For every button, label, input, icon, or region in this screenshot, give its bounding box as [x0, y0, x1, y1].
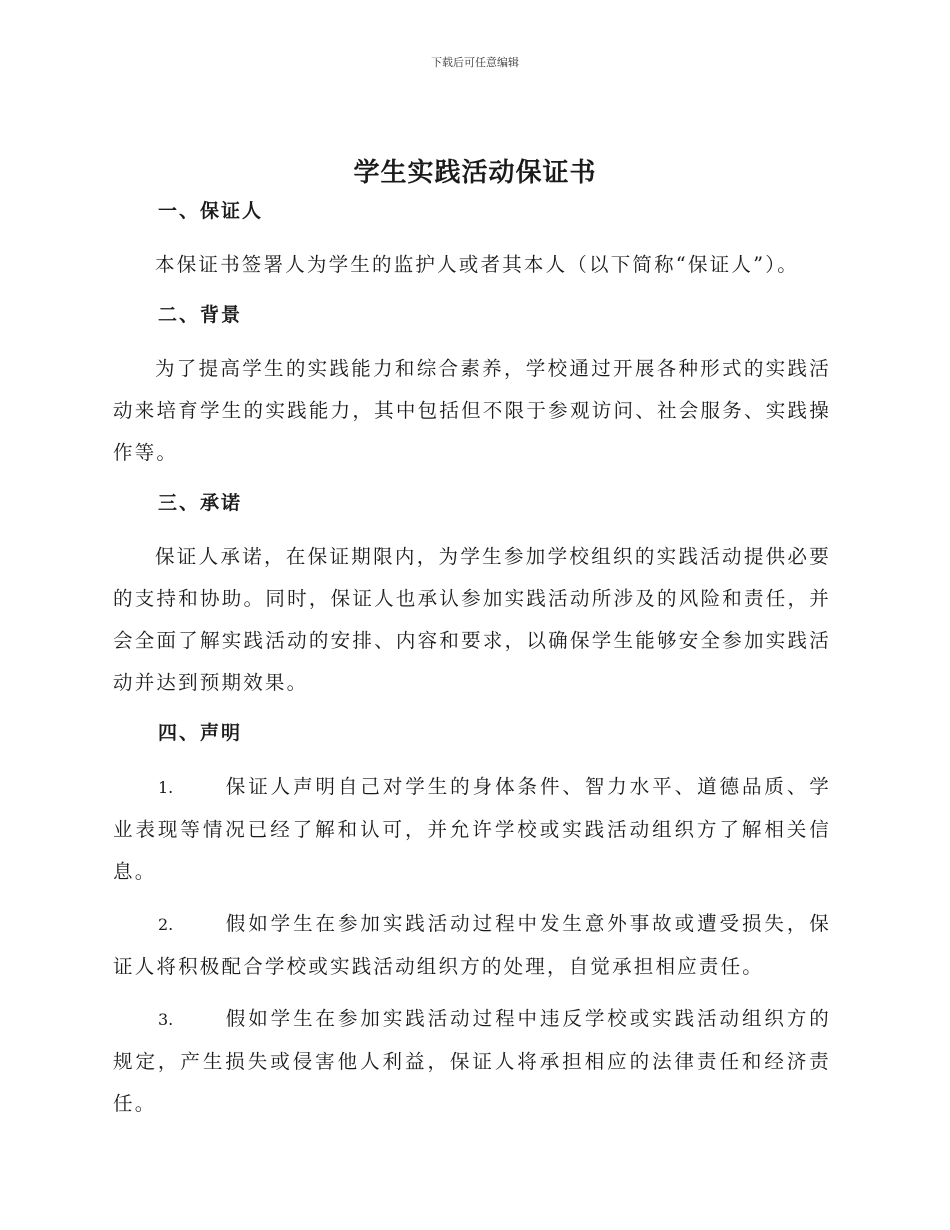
- declaration-item-text: 假如学生在参加实践活动过程中违反学校或实践活动组织方的规定，产生损失或侵害他人利益，保证人将承担相应的法律责任和经济责任。: [113, 1007, 831, 1115]
- declaration-item: [113, 903, 831, 988]
- declaration-item: [113, 998, 831, 1125]
- declaration-item: [113, 766, 831, 893]
- declaration-item-number: 2.: [158, 915, 174, 934]
- section-heading-guarantor: 一、保证人: [158, 200, 264, 222]
- declaration-item-number: 3.: [158, 1010, 174, 1029]
- section-heading-commitment: 三、承诺: [158, 492, 243, 514]
- section-heading-declaration: 四、声明: [158, 722, 243, 744]
- paragraph-background: 为了提高学生的实践能力和综合素养，学校通过开展各种形式的实践活动来培育学生的实践能力，其中包括但不限于参观访问、社会服务、实践操作等。: [113, 357, 831, 464]
- paragraph-guarantor: 本保证书签署人为学生的监护人或者其本人（以下简称“保证人”）。: [155, 253, 799, 276]
- section-heading-background: 二、背景: [158, 304, 243, 326]
- declaration-item-text: 保证人声明自己对学生的身体条件、智力水平、道德品质、学业表现等情况已经了解和认可，并允许学校或实践活动组织方了解相关信息。: [113, 775, 831, 883]
- document-body: [113, 196, 831, 1135]
- paragraph-commitment: 保证人承诺，在保证期限内，为学生参加学校组织的实践活动提供必要的支持和协助。同时，保证人也承认参加实践活动所涉及的风险和责任，并会全面了解实践活动的安排、内容和要求，以确保学生能够安全参加实践活动并达到预期效果。: [113, 545, 831, 694]
- document-title: 学生实践活动保证书: [353, 158, 597, 188]
- declaration-item-text: 假如学生在参加实践活动过程中发生意外事故或遭受损失，保证人将积极配合学校或实践活动组织方的处理，自觉承担相应责任。: [113, 912, 831, 978]
- header-note: 下载后可任意编辑: [431, 56, 519, 69]
- declaration-item-number: 1.: [158, 778, 174, 797]
